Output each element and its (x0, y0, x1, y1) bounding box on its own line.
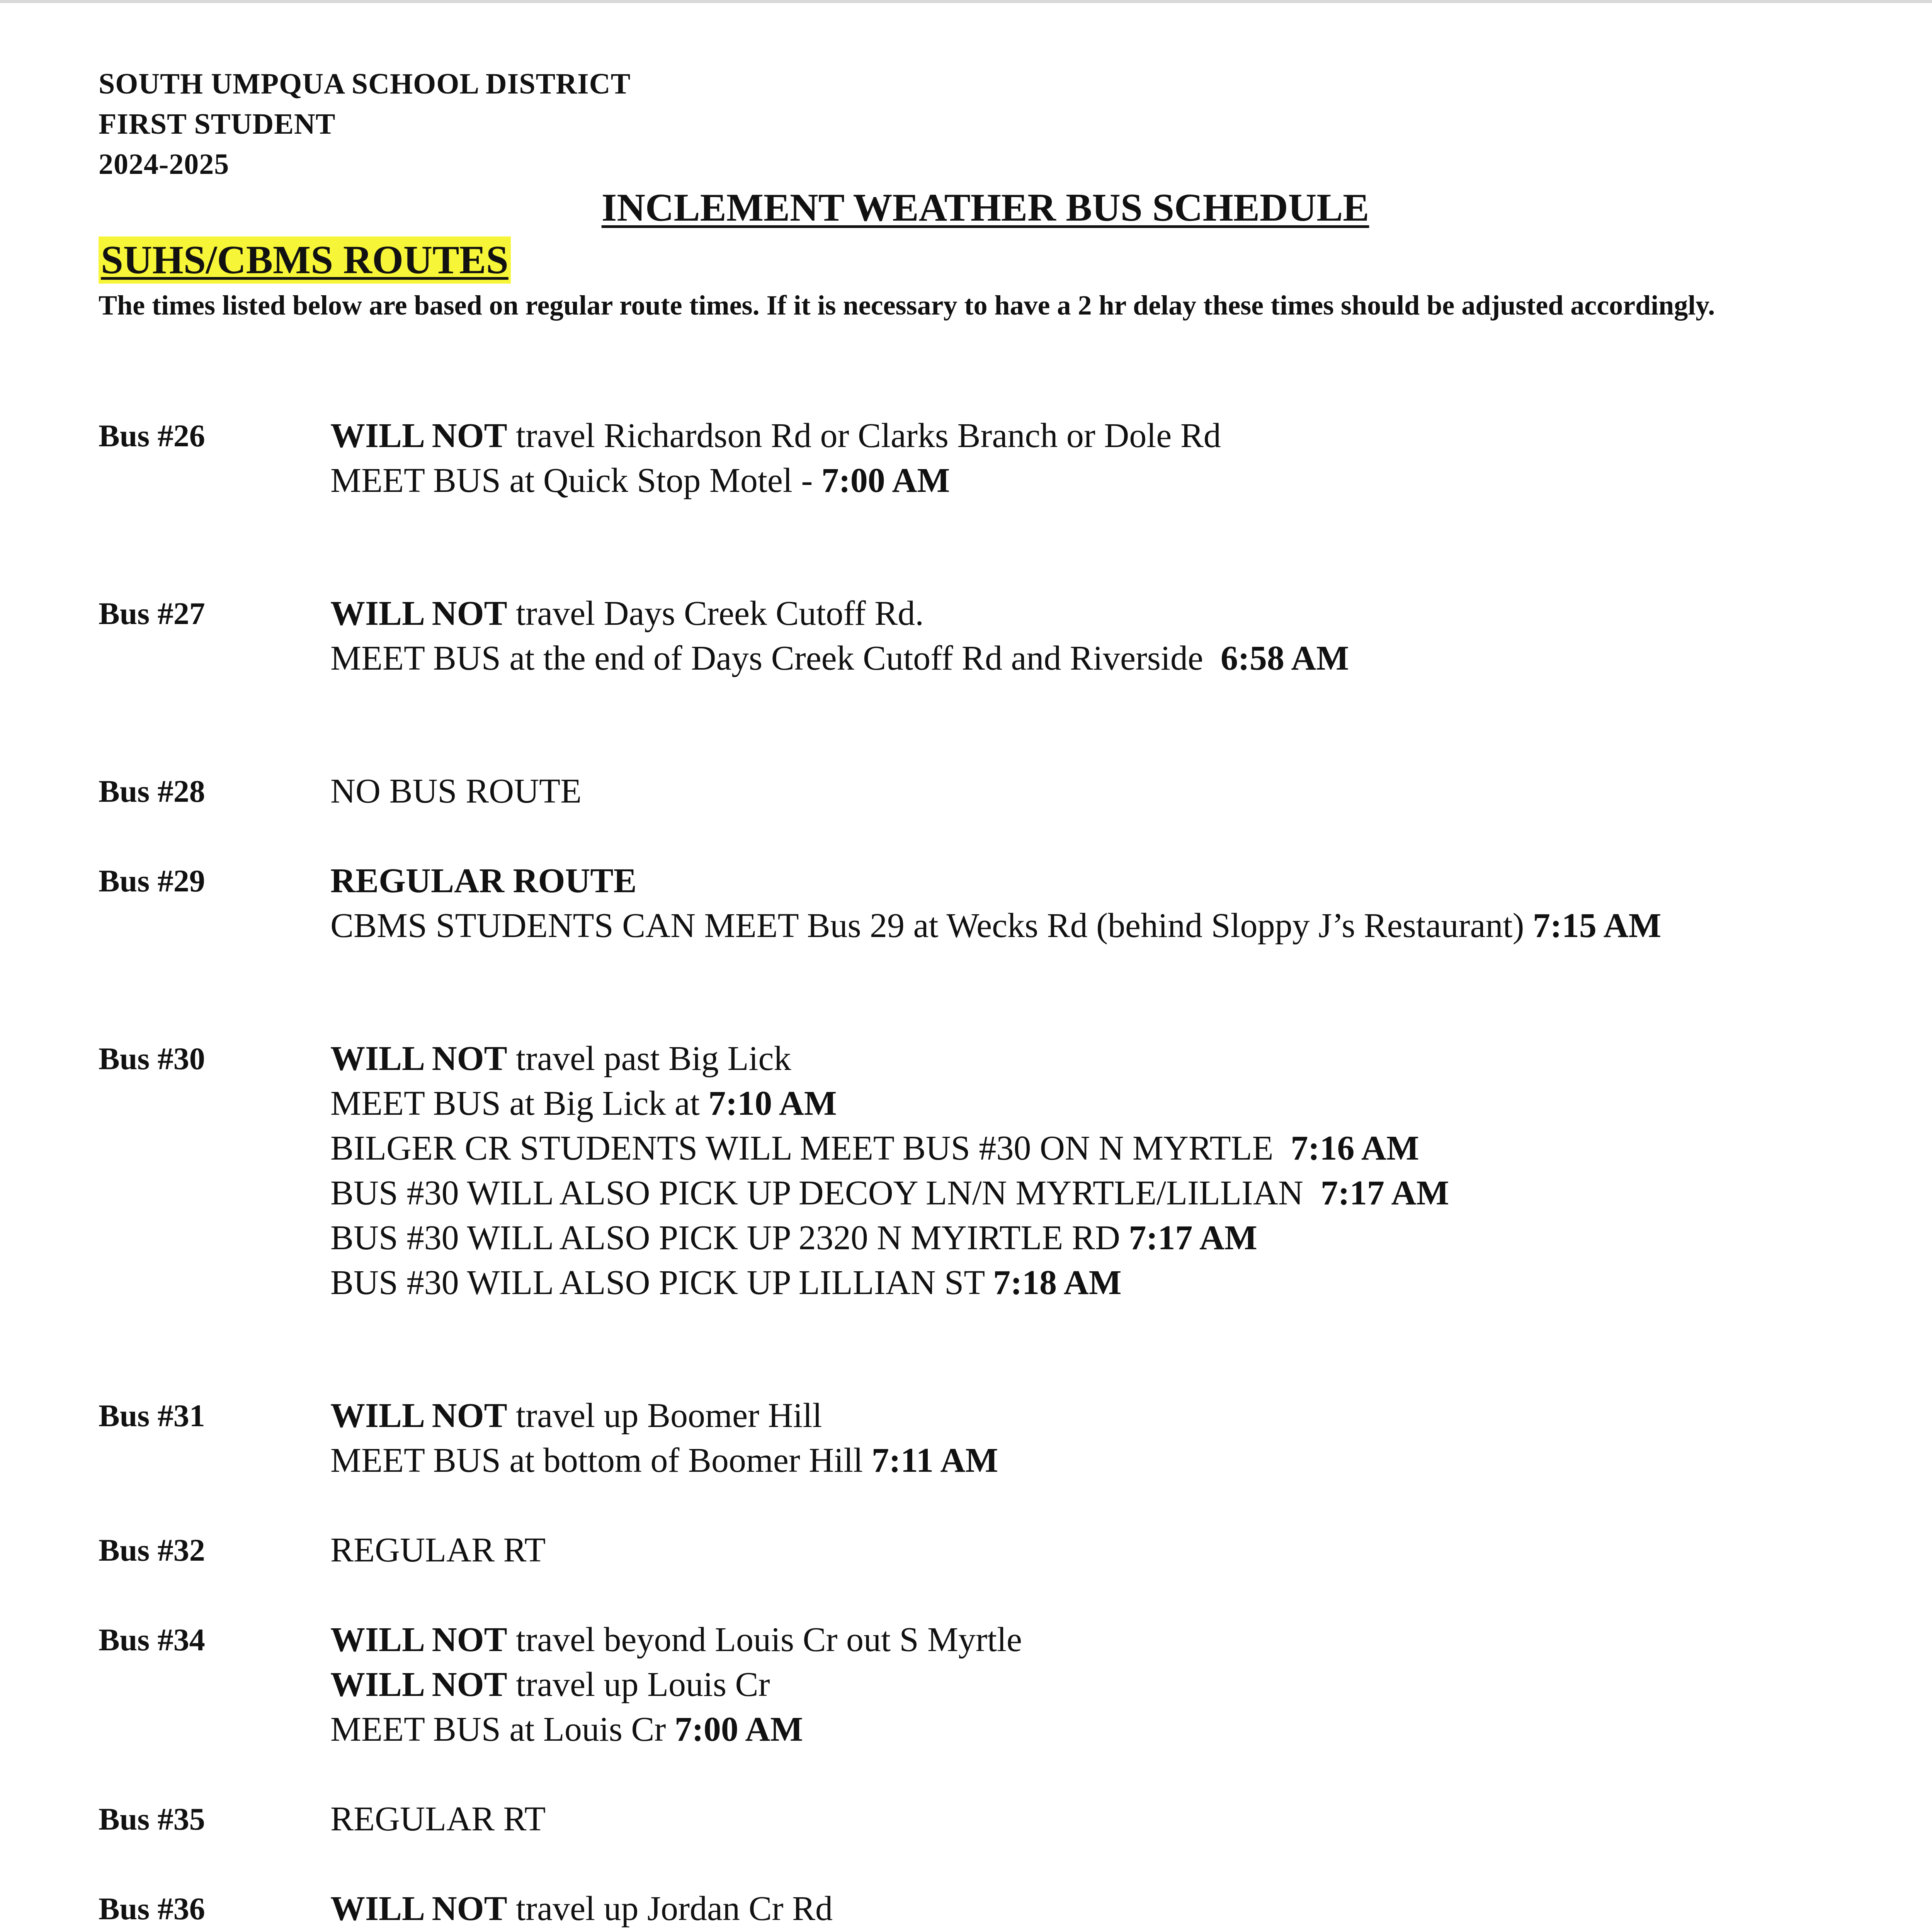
emphasis-text: 7:17 AM (1320, 1174, 1449, 1212)
detail-text: travel beyond Louis Cr out S Myrtle (507, 1621, 1022, 1659)
route-entry (99, 1797, 1861, 1842)
route-entry (99, 1393, 1861, 1483)
route-entry (99, 859, 1861, 948)
emphasis-text: REGULAR ROUTE (330, 862, 637, 900)
emphasis-text: 7:10 AM (708, 1084, 837, 1122)
district-name: SOUTH UMPQUA SCHOOL DISTRICT (99, 68, 631, 100)
bus-number: Bus #28 (99, 774, 205, 809)
route-detail-line (330, 413, 1861, 458)
route-detail-line (330, 1707, 1861, 1752)
route-details (330, 1528, 1861, 1573)
route-details (330, 1886, 1861, 1932)
route-detail-line (330, 1528, 1861, 1573)
emphasis-text: WILL NOT (330, 1396, 507, 1435)
detail-text: CBMS STUDENTS CAN MEET Bus 29 at Wecks Rd (behind Sloppy J’s Restaurant) (330, 906, 1533, 945)
bus-number: Bus #36 (99, 1891, 205, 1926)
route-detail-line (330, 1081, 1861, 1126)
route-details (330, 1036, 1861, 1305)
bus-number: Bus #27 (99, 596, 205, 631)
route-entry (99, 591, 1861, 681)
route-entry (99, 1036, 1861, 1305)
route-details (330, 1797, 1861, 1842)
route-detail-line (330, 769, 1861, 814)
route-details (330, 1393, 1861, 1483)
route-list (99, 413, 1861, 1932)
route-detail-line (330, 1797, 1861, 1842)
emphasis-text: 6:58 AM (1220, 639, 1349, 677)
detail-text: BUS #30 WILL ALSO PICK UP LILLIAN ST (330, 1264, 993, 1302)
bus-number: Bus #31 (99, 1398, 205, 1433)
emphasis-text: 7:00 AM (674, 1710, 803, 1748)
detail-text: travel up Louis Cr (507, 1665, 770, 1704)
bus-number: Bus #26 (99, 418, 205, 453)
emphasis-text: 7:17 AM (1129, 1219, 1257, 1257)
detail-text: BUS #30 WILL ALSO PICK UP 2320 N MYIRTLE RD (330, 1219, 1129, 1257)
company-name: FIRST STUDENT (99, 108, 336, 140)
route-detail-line (330, 636, 1861, 681)
route-detail-line (330, 591, 1861, 636)
page-title-text: INCLEMENT WEATHER BUS SCHEDULE (601, 186, 1369, 230)
route-detail-line (330, 859, 1861, 903)
route-entry (99, 1886, 1861, 1932)
route-detail-line (330, 1617, 1861, 1662)
emphasis-text: WILL NOT (330, 1665, 507, 1704)
detail-text: MEET BUS at Big Lick at (330, 1084, 709, 1122)
page-title (0, 185, 1932, 231)
bus-number: Bus #35 (99, 1801, 205, 1837)
detail-text: travel Days Creek Cutoff Rd. (507, 594, 924, 633)
route-details (330, 769, 1861, 814)
route-detail-line (330, 1126, 1861, 1171)
route-detail-line (330, 1886, 1861, 1931)
detail-text: MEET BUS at the end of Days Creek Cutoff Rd and Riverside (330, 639, 1221, 677)
document-header (99, 64, 631, 184)
detail-text: travel up Jordan Cr Rd (507, 1889, 833, 1928)
route-detail-line (330, 1438, 1861, 1483)
detail-text: REGULAR RT (330, 1800, 546, 1838)
detail-text: BILGER CR STUDENTS WILL MEET BUS #30 ON N MYRTLE (330, 1129, 1291, 1167)
bus-number: Bus #32 (99, 1532, 205, 1568)
detail-text: NO BUS ROUTE (330, 772, 582, 810)
route-detail-line (330, 1260, 1861, 1305)
emphasis-text: WILL NOT (330, 1039, 507, 1078)
detail-text: REGULAR RT (330, 1531, 546, 1569)
emphasis-text: 7:16 AM (1291, 1129, 1419, 1167)
detail-text: travel Richardson Rd or Clarks Branch or Dole Rd (507, 417, 1221, 455)
detail-text: travel past Big Lick (507, 1039, 791, 1078)
emphasis-text: 7:00 AM (821, 461, 950, 500)
emphasis-text: WILL NOT (330, 1889, 507, 1928)
emphasis-text: 7:11 AM (871, 1441, 998, 1480)
route-details (330, 1617, 1861, 1752)
bus-number: Bus #34 (99, 1622, 205, 1657)
detail-text: MEET BUS at bottom of Boomer Hill (330, 1441, 872, 1480)
detail-text: MEET BUS at Louis Cr (330, 1710, 675, 1748)
route-detail-line (330, 1171, 1861, 1216)
bus-number: Bus #30 (99, 1041, 205, 1076)
route-entry (99, 769, 1861, 814)
section-title-highlight (99, 236, 511, 284)
detail-text: MEET BUS at Quick Stop Motel - (330, 461, 821, 500)
emphasis-text: 7:18 AM (993, 1264, 1122, 1302)
route-detail-line (330, 458, 1861, 503)
detail-text: travel up Boomer Hill (507, 1396, 822, 1435)
route-entry (99, 1617, 1861, 1752)
route-detail-line (330, 1662, 1861, 1707)
emphasis-text: WILL NOT (330, 417, 507, 455)
route-details (330, 413, 1861, 503)
intro-note: The times listed below are based on regular route times. If it is necessary to have a 2 hr delay these times should be adjusted accordingly. (99, 290, 1715, 321)
route-detail-line (330, 1036, 1861, 1081)
bus-number: Bus #29 (99, 863, 205, 898)
school-year: 2024-2025 (99, 148, 230, 180)
page-top-edge (0, 0, 1932, 3)
emphasis-text: 7:15 AM (1532, 906, 1662, 945)
route-details (330, 859, 1861, 948)
section-title-text: SUHS/CBMS ROUTES (101, 238, 509, 282)
route-detail-line (330, 1216, 1861, 1260)
route-detail-line (330, 903, 1861, 948)
route-entry (99, 1528, 1861, 1573)
route-details (330, 591, 1861, 681)
detail-text: BUS #30 WILL ALSO PICK UP DECOY LN/N MYRTLE/LILLIAN (330, 1174, 1321, 1212)
emphasis-text: WILL NOT (330, 594, 507, 633)
route-detail-line (330, 1393, 1861, 1438)
emphasis-text: WILL NOT (330, 1621, 507, 1659)
route-entry (99, 413, 1861, 503)
